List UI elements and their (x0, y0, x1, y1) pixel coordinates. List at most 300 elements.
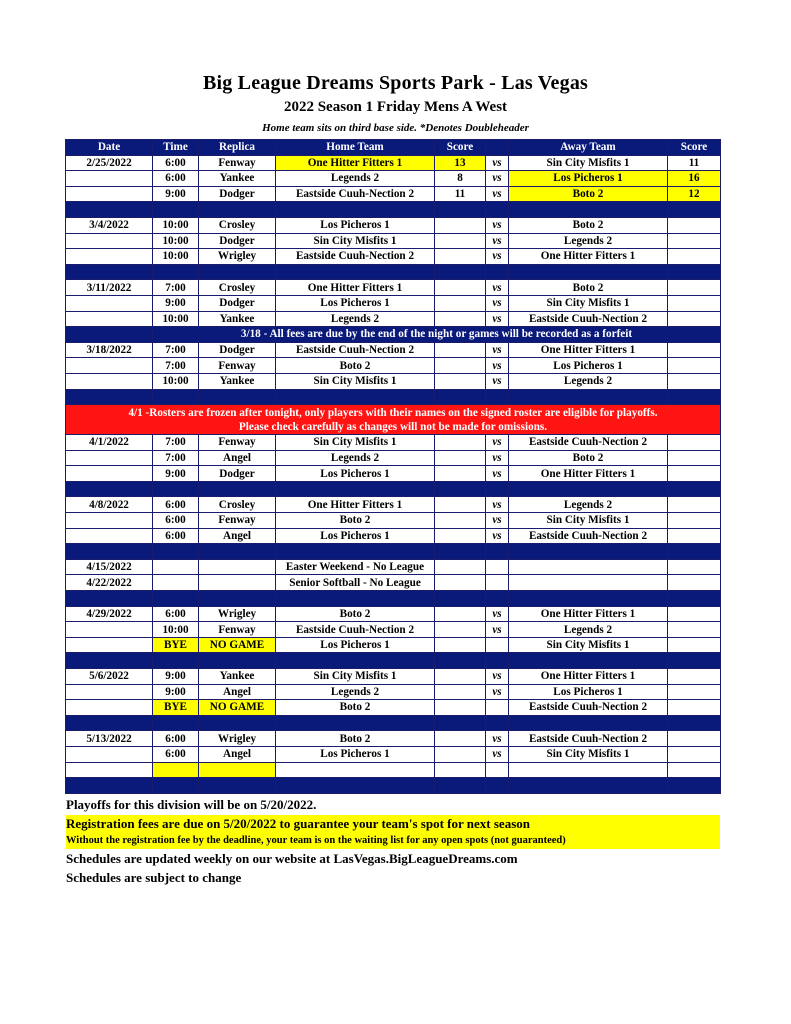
separator-cell (509, 264, 668, 280)
home-score-cell (435, 311, 486, 327)
away-team-cell: Boto 2 (509, 217, 668, 233)
replica-cell (199, 559, 276, 575)
home-team-cell: One Hitter Fitters 1 (276, 280, 435, 296)
away-score-cell (668, 249, 721, 265)
separator-row (66, 591, 721, 607)
home-score-cell (435, 342, 486, 358)
away-score-cell (668, 528, 721, 544)
separator-cell (199, 653, 276, 669)
game-row (66, 186, 721, 202)
col-header-vs (486, 140, 509, 156)
separator-cell (66, 715, 153, 731)
separator-cell (199, 481, 276, 497)
replica-cell: Fenway (199, 513, 276, 529)
home-score-cell (435, 575, 486, 591)
date-cell: 3/18/2022 (66, 342, 153, 358)
home-team-cell: Legends 2 (276, 171, 435, 187)
away-score-cell (668, 684, 721, 700)
separator-cell (199, 202, 276, 218)
separator-cell (668, 653, 721, 669)
away-score-cell (668, 622, 721, 638)
date-cell (66, 450, 153, 466)
time-cell: BYE (153, 700, 199, 716)
separator-row (66, 202, 721, 218)
separator-cell (668, 715, 721, 731)
date-cell (66, 528, 153, 544)
time-cell: 7:00 (153, 342, 199, 358)
replica-cell (199, 762, 276, 778)
vs-cell (486, 575, 509, 591)
away-score-cell (668, 497, 721, 513)
home-score-cell (435, 669, 486, 685)
home-score-cell (435, 217, 486, 233)
away-team-cell (509, 575, 668, 591)
separator-cell (276, 544, 435, 560)
away-team-cell: Boto 2 (509, 450, 668, 466)
time-cell: 10:00 (153, 622, 199, 638)
time-cell: 6:00 (153, 606, 199, 622)
date-cell: 4/15/2022 (66, 559, 153, 575)
fee-notice-spacer (66, 327, 153, 343)
page-subtitle: 2022 Season 1 Friday Mens A West (283, 99, 508, 115)
home-team-cell: Los Picheros 1 (276, 295, 435, 311)
home-score-cell (435, 746, 486, 762)
vs-cell: vs (486, 233, 509, 249)
separator-cell (435, 264, 486, 280)
game-row (66, 249, 721, 265)
time-cell: 9:00 (153, 186, 199, 202)
time-cell: 7:00 (153, 435, 199, 451)
home-team-cell: Sin City Misfits 1 (276, 233, 435, 249)
home-score-cell (435, 373, 486, 389)
game-row (66, 497, 721, 513)
home-team-cell: Los Picheros 1 (276, 466, 435, 482)
away-team-cell: Eastside Cuuh-Nection 2 (509, 700, 668, 716)
vs-cell (486, 559, 509, 575)
separator-cell (199, 715, 276, 731)
separator-cell (199, 778, 276, 794)
separator-cell (435, 544, 486, 560)
col-header-home-score: Score (435, 140, 486, 156)
game-row (66, 295, 721, 311)
separator-cell (486, 544, 509, 560)
time-cell (153, 575, 199, 591)
home-team-cell: Boto 2 (276, 731, 435, 747)
date-cell (66, 746, 153, 762)
date-cell (66, 466, 153, 482)
home-score-cell (435, 637, 486, 653)
vs-cell: vs (486, 373, 509, 389)
away-score-cell (668, 762, 721, 778)
separator-cell (66, 778, 153, 794)
game-row (66, 684, 721, 700)
time-cell: 7:00 (153, 358, 199, 374)
vs-cell: vs (486, 280, 509, 296)
separator-cell (509, 202, 668, 218)
playoffs-notice: Playoffs for this division will be on 5/20/2022. (66, 797, 317, 812)
separator-cell (199, 544, 276, 560)
separator-row (66, 389, 721, 405)
separator-row (66, 544, 721, 560)
away-score-cell: 16 (668, 171, 721, 187)
away-team-cell: Eastside Cuuh-Nection 2 (509, 528, 668, 544)
vs-cell: vs (486, 342, 509, 358)
separator-row (66, 778, 721, 794)
separator-cell (486, 715, 509, 731)
game-row (66, 669, 721, 685)
vs-cell: vs (486, 217, 509, 233)
away-score-cell (668, 575, 721, 591)
separator-cell (668, 202, 721, 218)
date-cell: 3/11/2022 (66, 280, 153, 296)
away-score-cell (668, 233, 721, 249)
vs-cell: vs (486, 606, 509, 622)
date-cell: 4/1/2022 (66, 435, 153, 451)
time-cell: 10:00 (153, 311, 199, 327)
game-row (66, 762, 721, 778)
home-team-cell: One Hitter Fitters 1 (276, 497, 435, 513)
time-cell: 6:00 (153, 171, 199, 187)
separator-cell (509, 481, 668, 497)
game-row (66, 559, 721, 575)
home-score-cell (435, 700, 486, 716)
game-row (66, 513, 721, 529)
replica-cell: Crosley (199, 497, 276, 513)
game-row (66, 606, 721, 622)
away-score-cell (668, 311, 721, 327)
separator-cell (509, 591, 668, 607)
game-row (66, 637, 721, 653)
separator-cell (153, 264, 199, 280)
date-cell: 5/6/2022 (66, 669, 153, 685)
separator-cell (435, 202, 486, 218)
separator-cell (276, 653, 435, 669)
separator-cell (276, 778, 435, 794)
away-team-cell: One Hitter Fitters 1 (509, 342, 668, 358)
away-score-cell (668, 435, 721, 451)
game-row (66, 373, 721, 389)
separator-cell (509, 389, 668, 405)
game-row (66, 575, 721, 591)
home-team-cell: Senior Softball - No League (276, 575, 435, 591)
fee-notice-row (66, 327, 721, 343)
separator-cell (509, 715, 668, 731)
subject-to-change-notice: Schedules are subject to change (66, 870, 242, 885)
date-cell (66, 700, 153, 716)
separator-cell (486, 389, 509, 405)
away-score-cell (668, 466, 721, 482)
date-cell (66, 295, 153, 311)
away-team-cell: One Hitter Fitters 1 (509, 669, 668, 685)
separator-cell (435, 591, 486, 607)
separator-cell (276, 481, 435, 497)
time-cell: 7:00 (153, 450, 199, 466)
home-team-cell: Legends 2 (276, 450, 435, 466)
home-score-cell (435, 731, 486, 747)
vs-cell: vs (486, 497, 509, 513)
separator-row (66, 653, 721, 669)
separator-cell (153, 389, 199, 405)
away-team-cell: Sin City Misfits 1 (509, 637, 668, 653)
separator-cell (668, 481, 721, 497)
col-header-replica: Replica (199, 140, 276, 156)
time-cell (153, 559, 199, 575)
replica-cell: Yankee (199, 171, 276, 187)
away-team-cell: One Hitter Fitters 1 (509, 249, 668, 265)
replica-cell: Fenway (199, 155, 276, 171)
time-cell: 6:00 (153, 731, 199, 747)
separator-cell (153, 544, 199, 560)
home-team-cell: Easter Weekend - No League (276, 559, 435, 575)
replica-cell: Crosley (199, 217, 276, 233)
vs-cell (486, 637, 509, 653)
time-cell: BYE (153, 637, 199, 653)
away-team-cell: Los Picheros 1 (509, 358, 668, 374)
separator-cell (486, 481, 509, 497)
home-score-cell (435, 280, 486, 296)
home-team-cell: Los Picheros 1 (276, 746, 435, 762)
roster-alert-line1: 4/1 -Rosters are frozen after tonight, only players with their names on the signed roster are eligible for playoffs. (128, 406, 658, 419)
date-cell (66, 684, 153, 700)
vs-cell: vs (486, 513, 509, 529)
separator-cell (66, 202, 153, 218)
game-row (66, 528, 721, 544)
replica-cell: Angel (199, 746, 276, 762)
away-score-cell (668, 280, 721, 296)
separator-cell (486, 591, 509, 607)
game-row (66, 466, 721, 482)
separator-cell (66, 389, 153, 405)
date-cell (66, 233, 153, 249)
home-score-cell (435, 497, 486, 513)
separator-cell (486, 778, 509, 794)
separator-cell (66, 544, 153, 560)
separator-cell (486, 264, 509, 280)
separator-cell (276, 264, 435, 280)
time-cell: 10:00 (153, 233, 199, 249)
date-cell: 5/13/2022 (66, 731, 153, 747)
time-cell: 10:00 (153, 249, 199, 265)
roster-alert-row (66, 405, 721, 435)
time-cell: 6:00 (153, 513, 199, 529)
separator-cell (435, 778, 486, 794)
vs-cell: vs (486, 622, 509, 638)
home-score-cell (435, 249, 486, 265)
home-team-cell: Eastside Cuuh-Nection 2 (276, 622, 435, 638)
time-cell: 9:00 (153, 295, 199, 311)
home-score-cell (435, 622, 486, 638)
separator-row (66, 715, 721, 731)
separator-cell (153, 481, 199, 497)
away-team-cell: One Hitter Fitters 1 (509, 466, 668, 482)
home-score-cell: 11 (435, 186, 486, 202)
separator-cell (668, 778, 721, 794)
away-team-cell: Sin City Misfits 1 (509, 295, 668, 311)
separator-cell (435, 389, 486, 405)
separator-cell (153, 653, 199, 669)
col-header-away-team: Away Team (509, 140, 668, 156)
away-score-cell (668, 700, 721, 716)
vs-cell: vs (486, 171, 509, 187)
away-score-cell: 12 (668, 186, 721, 202)
home-score-cell (435, 295, 486, 311)
date-cell (66, 622, 153, 638)
home-score-cell (435, 528, 486, 544)
game-row (66, 233, 721, 249)
home-score-cell: 8 (435, 171, 486, 187)
time-cell: 10:00 (153, 217, 199, 233)
roster-alert-line2: Please check carefully as changes will not be made for omissions. (238, 420, 548, 433)
away-team-cell (509, 559, 668, 575)
away-team-cell: Legends 2 (509, 233, 668, 249)
replica-cell: Yankee (199, 669, 276, 685)
game-row (66, 342, 721, 358)
separator-cell (276, 389, 435, 405)
away-score-cell (668, 637, 721, 653)
home-score-cell (435, 762, 486, 778)
time-cell (153, 762, 199, 778)
date-cell (66, 513, 153, 529)
away-score-cell (668, 295, 721, 311)
away-team-cell: Eastside Cuuh-Nection 2 (509, 311, 668, 327)
separator-cell (668, 389, 721, 405)
game-row (66, 280, 721, 296)
vs-cell: vs (486, 731, 509, 747)
vs-cell: vs (486, 295, 509, 311)
away-team-cell: Boto 2 (509, 186, 668, 202)
separator-cell (153, 591, 199, 607)
time-cell: 10:00 (153, 373, 199, 389)
col-header-date: Date (66, 140, 153, 156)
separator-cell (153, 715, 199, 731)
separator-cell (509, 544, 668, 560)
home-score-cell (435, 606, 486, 622)
vs-cell (486, 700, 509, 716)
schedule-table (65, 139, 721, 794)
separator-cell (509, 778, 668, 794)
date-cell (66, 249, 153, 265)
page-title: Big League Dreams Sports Park - Las Vegas (202, 72, 589, 94)
separator-cell (66, 653, 153, 669)
time-cell: 9:00 (153, 466, 199, 482)
replica-cell: Crosley (199, 280, 276, 296)
website-notice: Schedules are updated weekly on our website at LasVegas.BigLeagueDreams.com (66, 851, 518, 866)
replica-cell: Angel (199, 450, 276, 466)
away-score-cell: 11 (668, 155, 721, 171)
home-team-cell: Legends 2 (276, 311, 435, 327)
vs-cell: vs (486, 358, 509, 374)
away-team-cell: One Hitter Fitters 1 (509, 606, 668, 622)
game-row (66, 217, 721, 233)
replica-cell: Yankee (199, 311, 276, 327)
home-score-cell (435, 513, 486, 529)
time-cell: 6:00 (153, 528, 199, 544)
away-team-cell: Los Picheros 1 (509, 684, 668, 700)
separator-cell (153, 202, 199, 218)
home-team-cell: Los Picheros 1 (276, 528, 435, 544)
separator-cell (435, 481, 486, 497)
home-score-cell (435, 435, 486, 451)
vs-cell: vs (486, 466, 509, 482)
date-cell: 4/8/2022 (66, 497, 153, 513)
separator-cell (486, 202, 509, 218)
separator-cell (66, 591, 153, 607)
vs-cell: vs (486, 249, 509, 265)
away-score-cell (668, 731, 721, 747)
schedule-body (66, 140, 721, 794)
date-cell (66, 373, 153, 389)
separator-cell (276, 202, 435, 218)
game-row (66, 731, 721, 747)
game-row (66, 435, 721, 451)
home-team-cell: Boto 2 (276, 700, 435, 716)
away-team-cell (509, 762, 668, 778)
time-cell: 9:00 (153, 684, 199, 700)
separator-cell (668, 544, 721, 560)
home-team-cell: Los Picheros 1 (276, 637, 435, 653)
vs-cell: vs (486, 155, 509, 171)
replica-cell: Wrigley (199, 731, 276, 747)
replica-cell: Wrigley (199, 606, 276, 622)
vs-cell: vs (486, 684, 509, 700)
away-score-cell (668, 450, 721, 466)
separator-cell (66, 481, 153, 497)
separator-cell (276, 715, 435, 731)
replica-cell: Fenway (199, 622, 276, 638)
separator-cell (66, 264, 153, 280)
date-cell (66, 358, 153, 374)
vs-cell (486, 762, 509, 778)
separator-cell (153, 778, 199, 794)
home-score-cell (435, 684, 486, 700)
date-cell: 2/25/2022 (66, 155, 153, 171)
home-score-cell (435, 358, 486, 374)
registration-notice: Registration fees are due on 5/20/2022 to guarantee your team's spot for next season (66, 815, 720, 833)
separator-row (66, 264, 721, 280)
vs-cell: vs (486, 528, 509, 544)
replica-cell: Yankee (199, 373, 276, 389)
away-score-cell (668, 373, 721, 389)
separator-cell (668, 591, 721, 607)
vs-cell: vs (486, 746, 509, 762)
time-cell: 6:00 (153, 497, 199, 513)
separator-cell (199, 591, 276, 607)
replica-cell: Dodger (199, 186, 276, 202)
separator-cell (199, 264, 276, 280)
vs-cell: vs (486, 669, 509, 685)
vs-cell: vs (486, 186, 509, 202)
home-team-note: Home team sits on third base side. *Denotes Doubleheader (262, 122, 529, 134)
away-team-cell: Sin City Misfits 1 (509, 513, 668, 529)
home-team-cell: Boto 2 (276, 358, 435, 374)
separator-cell (276, 591, 435, 607)
date-cell (66, 637, 153, 653)
replica-cell (199, 575, 276, 591)
separator-cell (668, 264, 721, 280)
replica-cell: Fenway (199, 435, 276, 451)
date-cell: 3/4/2022 (66, 217, 153, 233)
vs-cell: vs (486, 311, 509, 327)
vs-cell: vs (486, 435, 509, 451)
fee-notice-text: 3/18 - All fees are due by the end of the night or games will be recorded as a forfeit (153, 327, 721, 343)
col-header-home-team: Home Team (276, 140, 435, 156)
date-cell: 4/22/2022 (66, 575, 153, 591)
game-row (66, 450, 721, 466)
home-team-cell: Sin City Misfits 1 (276, 373, 435, 389)
waiting-list-notice: Without the registration fee by the deadline, your team is on the waiting list for any open spots (not guaranteed) (66, 833, 720, 849)
game-row (66, 700, 721, 716)
vs-cell: vs (486, 450, 509, 466)
